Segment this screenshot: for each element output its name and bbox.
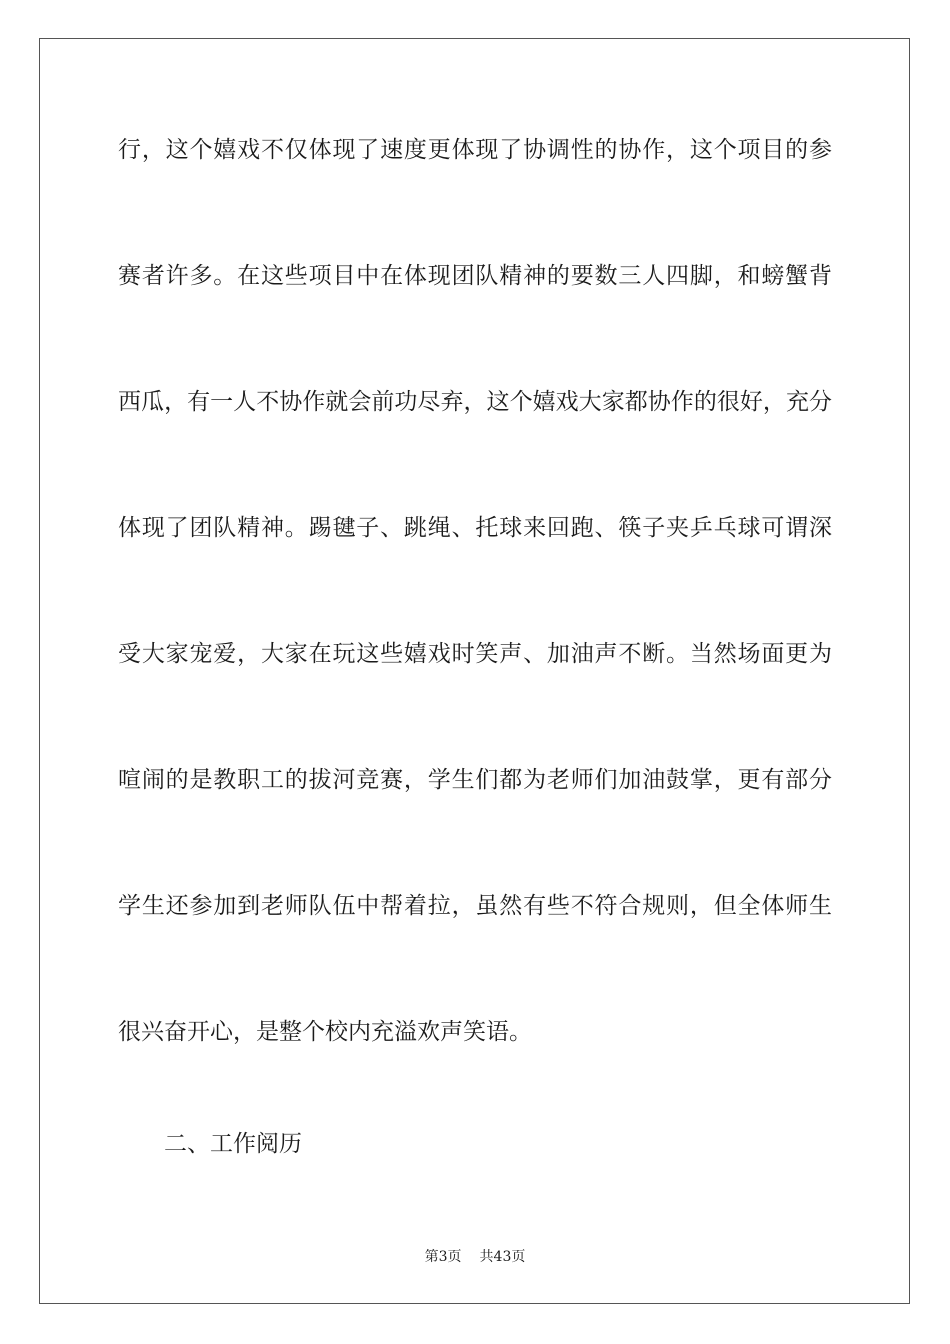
body-line-7: 学生还参加到老师队伍中帮着拉，虽然有些不符合规则，但全体师生 <box>118 893 832 919</box>
body-line-8: 很兴奋开心，是整个校内充溢欢声笑语。 <box>118 1019 532 1045</box>
body-line-2: 赛者许多。在这些项目中在体现团队精神的要数三人四脚，和螃蟹背 <box>118 263 832 289</box>
body-line-1: 行，这个嬉戏不仅体现了速度更体现了协调性的协作，这个项目的参 <box>118 137 832 163</box>
section-heading: 二、工作阅历 <box>164 1131 302 1157</box>
page-number: 第3页 <box>424 1249 462 1265</box>
body-line-3: 西瓜，有一人不协作就会前功尽弃，这个嬉戏大家都协作的很好，充分 <box>118 389 832 415</box>
page-footer <box>0 1248 950 1266</box>
body-line-4: 体现了团队精神。踢毽子、跳绳、托球来回跑、筷子夹乒乓球可谓深 <box>118 515 832 541</box>
page-border <box>39 38 910 1304</box>
body-line-5: 受大家宠爱，大家在玩这些嬉戏时笑声、加油声不断。当然场面更为 <box>118 641 832 667</box>
body-line-6: 喧闹的是教职工的拔河竞赛，学生们都为老师们加油鼓掌，更有部分 <box>118 767 832 793</box>
page-total: 共43页 <box>479 1249 526 1265</box>
